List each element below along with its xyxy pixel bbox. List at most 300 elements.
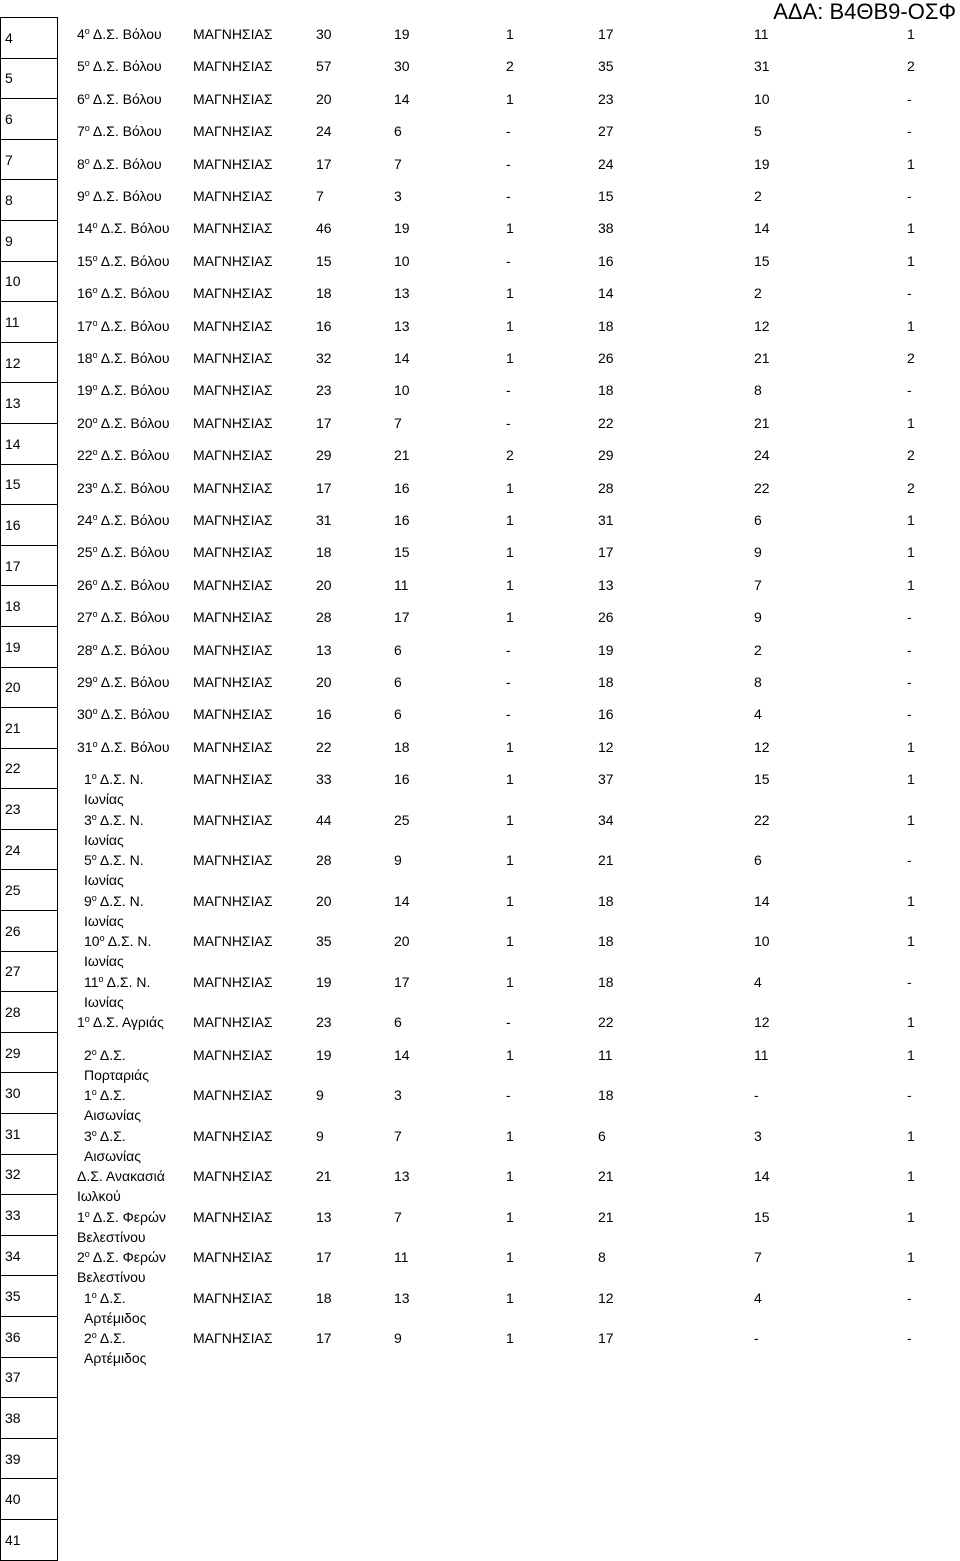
row-number-cell: 27 [1,952,57,993]
school-name [77,1166,165,1206]
value-col-2: 6 [394,1014,402,1031]
value-col-5: 31 [754,58,770,75]
ordinal-mark: ο [84,90,90,101]
value-col-4: 37 [598,771,614,788]
school-label: Δ.Σ. Βόλου [97,382,170,399]
school-number: 1 [84,771,92,788]
value-col-5: 19 [754,155,770,172]
value-col-6: - [907,706,912,723]
value-col-4: 24 [598,155,614,172]
value-col-3: 1 [506,1289,514,1306]
value-col-2: 30 [394,58,410,75]
value-col-3: 1 [506,26,514,42]
value-col-4: 35 [598,58,614,75]
school-label: Δ.Σ. Βόλου [97,350,170,366]
ordinal-mark: ο [92,252,98,263]
ordinal-mark: ο [92,220,98,231]
row-number-cell: 32 [1,1155,57,1196]
value-col-6: 1 [907,1249,915,1266]
value-col-3: 1 [506,512,514,528]
value-col-1: 17 [316,155,332,172]
row-number-cell: 39 [1,1439,57,1480]
row-number-cell: 35 [1,1276,57,1317]
row-number-cell: 30 [1,1073,57,1114]
value-col-5: 21 [754,350,770,366]
value-col-5: - [754,1087,759,1104]
value-col-5: 15 [754,1208,770,1225]
school-name [84,1045,149,1085]
value-col-6: - [907,123,912,140]
value-col-6: 1 [907,811,915,828]
value-col-1: 30 [316,26,332,42]
school-number: 14 [77,220,93,237]
value-col-6: 1 [907,1208,915,1225]
value-col-1: 32 [316,350,332,366]
value-col-2: 16 [394,512,410,528]
school-name [77,704,169,724]
value-col-2: 6 [394,641,402,658]
prefecture: ΜΑΓΝΗΣΙΑΣ [193,544,273,561]
ordinal-mark: ο [99,933,105,944]
prefecture: ΜΑΓΝΗΣΙΑΣ [193,609,273,626]
value-col-3: 1 [506,738,514,755]
school-location: Βελεστίνου [77,1269,146,1286]
value-col-3: 1 [506,1330,514,1347]
value-col-3: 1 [506,576,514,593]
row-number-column [0,17,58,1561]
value-col-3: - [506,706,511,723]
row-number-cell: 38 [1,1398,57,1439]
school-number: 2 [84,1330,92,1347]
value-col-4: 21 [598,1168,614,1185]
school-location: Ιωνίας [84,831,124,848]
value-col-6: - [907,1087,912,1104]
value-col-3: 1 [506,933,514,950]
value-col-4: 27 [598,123,614,140]
row-number-cell: 15 [1,465,57,506]
ordinal-mark: ο [92,738,98,749]
value-col-1: 13 [316,641,332,658]
school-name [77,24,162,44]
prefecture: ΜΑΓΝΗΣΙΑΣ [193,26,273,42]
value-col-3: 2 [506,447,514,464]
row-number-cell: 25 [1,870,57,911]
value-col-3: - [506,382,511,399]
value-col-1: 28 [316,852,332,869]
row-number-cell: 37 [1,1358,57,1399]
school-name [77,640,169,660]
school-label: Δ.Σ. [96,1289,126,1306]
school-name [84,810,144,850]
school-name [77,478,169,498]
school-label: Δ.Σ. Ν. [103,973,151,990]
value-col-6: 2 [907,447,915,464]
value-col-6: 1 [907,26,915,42]
value-col-3: 1 [506,1249,514,1266]
row-number-cell: 18 [1,586,57,627]
value-col-1: 17 [316,479,332,496]
school-name [77,218,169,238]
value-col-6: - [907,641,912,658]
value-col-6: 2 [907,350,915,366]
value-col-2: 7 [394,1127,402,1144]
value-col-3: - [506,188,511,204]
school-number: 1 [84,1289,92,1306]
value-col-3: 1 [506,1168,514,1185]
school-name [84,1288,146,1328]
value-col-6: 1 [907,512,915,528]
value-col-6: 1 [907,414,915,431]
value-col-4: 14 [598,285,614,302]
value-col-4: 18 [598,933,614,950]
prefecture: ΜΑΓΝΗΣΙΑΣ [193,90,273,107]
prefecture: ΜΑΓΝΗΣΙΑΣ [193,123,273,140]
ordinal-mark: ο [92,382,98,393]
value-col-1: 21 [316,1168,332,1185]
school-number: 9 [77,188,85,204]
prefecture: ΜΑΓΝΗΣΙΑΣ [193,1168,273,1185]
value-col-2: 19 [394,220,410,237]
value-col-4: 29 [598,447,614,464]
school-number: 29 [77,674,93,690]
value-col-5: 7 [754,1249,762,1266]
school-label: Δ.Σ. Βόλου [97,738,170,755]
school-number: 23 [77,479,93,496]
value-col-1: 20 [316,576,332,593]
value-col-3: - [506,252,511,269]
row-number-cell: 16 [1,505,57,546]
ordinal-mark: ο [98,973,104,984]
school-name [77,283,169,303]
school-name [77,575,169,595]
value-col-1: 20 [316,674,332,690]
value-col-2: 13 [394,1168,410,1185]
school-number: 5 [77,58,85,75]
value-col-6: - [907,973,912,990]
row-number-cell: 41 [1,1520,57,1561]
school-label: Δ.Σ. [96,1330,126,1347]
value-col-5: 24 [754,447,770,464]
value-col-5: 12 [754,1014,770,1031]
value-col-6: 1 [907,933,915,950]
value-col-1: 15 [316,252,332,269]
value-col-4: 18 [598,317,614,334]
school-location: Αρτέμιδος [84,1350,147,1367]
ordinal-mark: ο [91,1046,97,1057]
value-col-5: 6 [754,512,762,528]
prefecture: ΜΑΓΝΗΣΙΑΣ [193,414,273,431]
value-col-6: - [907,852,912,869]
ordinal-mark: ο [84,26,90,36]
value-col-3: 1 [506,317,514,334]
value-col-3: - [506,674,511,690]
prefecture: ΜΑΓΝΗΣΙΑΣ [193,188,273,204]
ordinal-mark: ο [92,609,98,620]
value-col-5: 2 [754,285,762,302]
ordinal-mark: ο [92,317,98,328]
prefecture: ΜΑΓΝΗΣΙΑΣ [193,641,273,658]
school-number: 16 [77,285,93,302]
value-col-6: 1 [907,220,915,237]
school-number: 6 [77,90,85,107]
school-label: Δ.Σ. Ανακασιά [77,1168,165,1185]
ordinal-mark: ο [92,350,98,360]
school-name [84,850,144,890]
value-col-4: 15 [598,188,614,204]
school-number: 11 [84,973,99,990]
value-col-5: 5 [754,123,762,140]
value-col-5: 15 [754,252,770,269]
value-col-4: 38 [598,220,614,237]
school-label: Δ.Σ. Βόλου [97,285,170,302]
value-col-5: 12 [754,738,770,755]
school-number: 5 [84,852,92,869]
value-col-2: 6 [394,123,402,140]
prefecture: ΜΑΓΝΗΣΙΑΣ [193,58,273,75]
value-col-5: 4 [754,1289,762,1306]
prefecture: ΜΑΓΝΗΣΙΑΣ [193,1087,273,1104]
value-col-1: 9 [316,1127,324,1144]
school-number: 1 [77,1208,85,1225]
prefecture: ΜΑΓΝΗΣΙΑΣ [193,811,273,828]
prefecture: ΜΑΓΝΗΣΙΑΣ [193,771,273,788]
value-col-2: 15 [394,544,410,561]
value-col-6: 1 [907,1046,915,1063]
value-col-2: 7 [394,1208,402,1225]
school-number: 4 [77,26,85,42]
ordinal-mark: ο [84,1249,90,1260]
value-col-5: 4 [754,706,762,723]
school-name [84,1328,146,1368]
ordinal-mark: ο [92,706,98,717]
school-label: Δ.Σ. Βόλου [97,220,170,237]
value-col-5: 14 [754,1168,770,1185]
school-number: 22 [77,447,93,464]
value-col-6: 1 [907,1168,915,1185]
school-location: Ιωνίας [84,993,124,1010]
school-name [84,1126,141,1166]
value-col-2: 10 [394,252,410,269]
value-col-5: 22 [754,811,770,828]
row-number-cell: 23 [1,789,57,830]
prefecture: ΜΑΓΝΗΣΙΑΣ [193,892,273,909]
value-col-1: 33 [316,771,332,788]
ordinal-mark: ο [92,641,98,652]
value-col-6: 1 [907,252,915,269]
value-col-1: 18 [316,1289,332,1306]
value-col-6: 1 [907,738,915,755]
school-location: Ιωνίας [84,791,124,808]
school-number: 24 [77,512,93,528]
row-number-cell: 10 [1,262,57,303]
prefecture: ΜΑΓΝΗΣΙΑΣ [193,220,273,237]
value-col-3: - [506,1087,511,1104]
school-number: 15 [77,252,93,269]
school-name [77,1207,166,1247]
prefecture: ΜΑΓΝΗΣΙΑΣ [193,512,273,528]
value-col-5: 11 [754,26,769,42]
school-name [77,89,162,109]
school-label: Δ.Σ. Βόλου [97,544,170,561]
value-col-1: 17 [316,1249,332,1266]
value-col-2: 13 [394,1289,410,1306]
value-col-5: 2 [754,188,762,204]
school-number: 3 [84,811,92,828]
school-name [77,1247,166,1287]
row-number-cell: 4 [1,18,57,59]
value-col-4: 23 [598,90,614,107]
ordinal-mark: ο [92,414,98,425]
school-label: Δ.Σ. Βόλου [89,26,162,42]
school-label: Δ.Σ. Βόλου [97,641,170,658]
school-label: Δ.Σ. [96,1046,126,1063]
school-name [77,413,169,433]
value-col-1: 57 [316,58,332,75]
school-name [77,445,169,465]
value-col-2: 6 [394,674,402,690]
value-col-1: 29 [316,447,332,464]
ordinal-mark: ο [91,1087,97,1098]
school-label: Δ.Σ. Ν. [96,852,144,869]
prefecture: ΜΑΓΝΗΣΙΑΣ [193,252,273,269]
ordinal-mark: ο [84,123,90,134]
school-label: Δ.Σ. Βόλου [97,512,170,528]
row-number-cell: 40 [1,1479,57,1520]
value-col-3: - [506,641,511,658]
value-col-2: 14 [394,350,410,366]
row-number-cell: 7 [1,140,57,181]
ordinal-mark: ο [91,892,97,903]
row-number-cell: 20 [1,668,57,709]
school-number: 7 [77,123,85,140]
value-col-4: 18 [598,1087,614,1104]
school-number: 9 [84,892,92,909]
value-col-3: 1 [506,852,514,869]
school-label: Δ.Σ. Βόλου [97,252,170,269]
value-col-2: 19 [394,26,410,42]
prefecture: ΜΑΓΝΗΣΙΑΣ [193,933,273,950]
school-name [77,510,169,530]
school-name [77,121,162,141]
prefecture: ΜΑΓΝΗΣΙΑΣ [193,382,273,399]
value-col-4: 12 [598,1289,614,1306]
row-number-cell: 14 [1,424,57,465]
value-col-2: 3 [394,1087,402,1104]
ordinal-mark: ο [84,1208,90,1219]
value-col-3: - [506,123,511,140]
school-name [77,56,162,76]
school-label: Δ.Σ. Αγριάς [89,1014,164,1031]
prefecture: ΜΑΓΝΗΣΙΑΣ [193,479,273,496]
value-col-3: 1 [506,1127,514,1144]
school-location: Ιωνίας [84,912,124,929]
row-number-cell: 21 [1,708,57,749]
value-col-4: 16 [598,706,614,723]
value-col-2: 18 [394,738,410,755]
prefecture: ΜΑΓΝΗΣΙΑΣ [193,576,273,593]
value-col-2: 7 [394,155,402,172]
prefecture: ΜΑΓΝΗΣΙΑΣ [193,1330,273,1347]
value-col-1: 17 [316,414,332,431]
value-col-4: 26 [598,350,614,366]
school-label: Δ.Σ. Βόλου [97,414,170,431]
value-col-4: 31 [598,512,614,528]
ordinal-mark: ο [92,447,98,458]
row-number-cell: 29 [1,1033,57,1074]
value-col-5: 7 [754,576,762,593]
value-col-5: - [754,1330,759,1347]
value-col-5: 9 [754,544,762,561]
value-col-4: 28 [598,479,614,496]
school-label: Δ.Σ. Βόλου [89,58,162,75]
value-col-6: - [907,1289,912,1306]
prefecture: ΜΑΓΝΗΣΙΑΣ [193,674,273,690]
school-name [84,972,150,1012]
ordinal-mark: ο [92,479,98,490]
row-number-cell: 6 [1,99,57,140]
value-col-1: 23 [316,382,332,399]
school-name [77,672,169,692]
value-col-1: 7 [316,188,324,204]
value-col-3: 1 [506,1208,514,1225]
school-label: Δ.Σ. Βόλου [89,123,162,140]
school-number: 18 [77,350,93,366]
value-col-2: 11 [394,576,409,593]
value-col-4: 22 [598,414,614,431]
prefecture: ΜΑΓΝΗΣΙΑΣ [193,973,273,990]
value-col-1: 23 [316,1014,332,1031]
ordinal-mark: ο [92,544,98,555]
ordinal-mark: ο [91,852,97,863]
school-label: Δ.Σ. Βόλου [97,706,170,723]
school-number: 27 [77,609,93,626]
school-name [77,1012,164,1032]
value-col-3: 1 [506,811,514,828]
school-name [84,891,144,931]
value-col-6: 1 [907,576,915,593]
value-col-4: 17 [598,26,614,42]
school-number: 1 [77,1014,85,1031]
prefecture: ΜΑΓΝΗΣΙΑΣ [193,738,273,755]
school-number: 3 [84,1127,92,1144]
school-label: Δ.Σ. Βόλου [97,479,170,496]
value-col-1: 9 [316,1087,324,1104]
value-col-5: 15 [754,771,770,788]
value-col-6: 1 [907,544,915,561]
prefecture: ΜΑΓΝΗΣΙΑΣ [193,1127,273,1144]
row-number-cell: 5 [1,59,57,100]
value-col-2: 13 [394,285,410,302]
value-col-5: 8 [754,674,762,690]
school-label: Δ.Σ. Βόλου [97,609,170,626]
value-col-4: 17 [598,1330,614,1347]
row-number-cell: 24 [1,830,57,871]
value-col-1: 46 [316,220,332,237]
value-col-1: 28 [316,609,332,626]
value-col-3: 1 [506,350,514,366]
value-col-3: 1 [506,1046,514,1063]
value-col-6: 1 [907,1014,915,1031]
school-location: Πορταριάς [84,1066,150,1083]
prefecture: ΜΑΓΝΗΣΙΑΣ [193,285,273,302]
school-location: Ιωνίας [84,953,124,970]
value-col-4: 17 [598,544,614,561]
value-col-2: 16 [394,771,410,788]
value-col-2: 25 [394,811,410,828]
school-name [77,154,162,174]
value-col-3: 1 [506,892,514,909]
school-label: Δ.Σ. Βόλου [89,155,162,172]
